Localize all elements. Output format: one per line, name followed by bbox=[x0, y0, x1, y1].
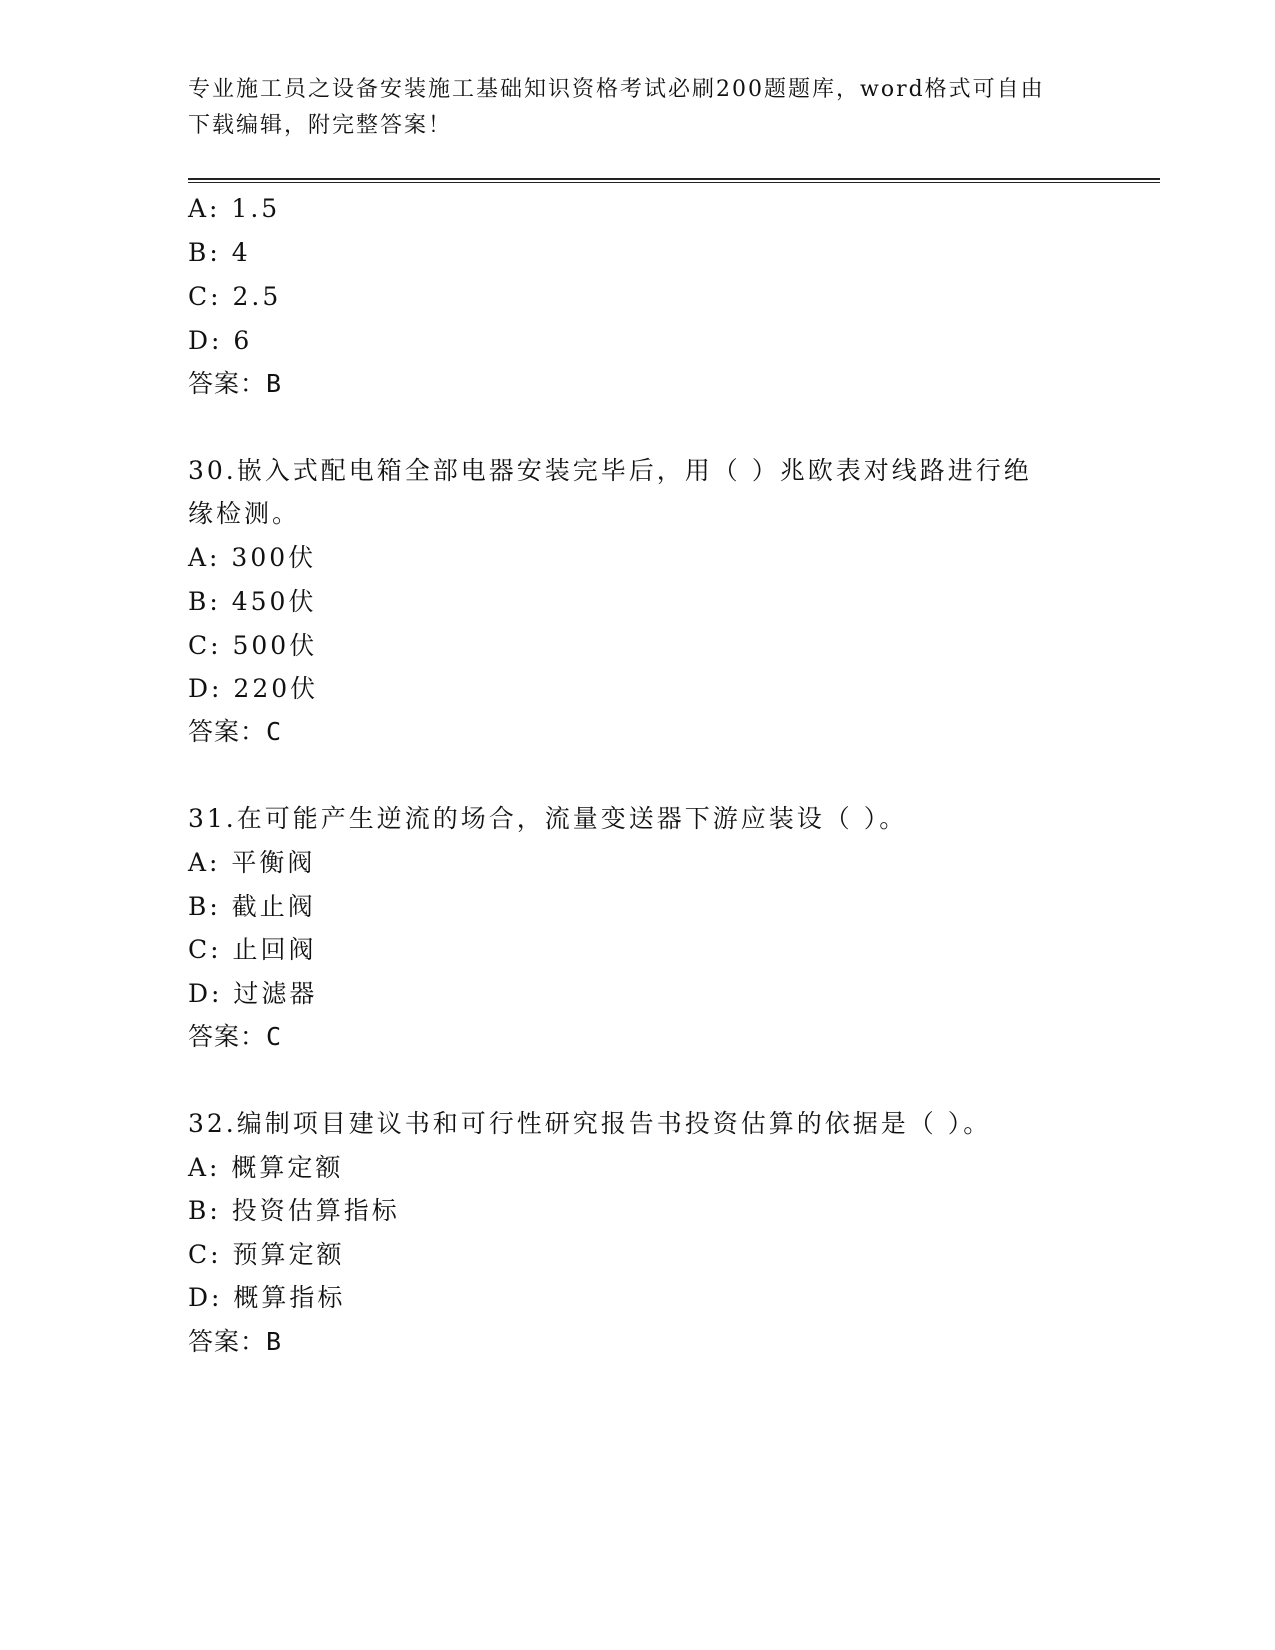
option-d: D: 6 bbox=[188, 326, 253, 355]
answer-value: C bbox=[266, 717, 283, 746]
question-stem-line-1: 30.嵌入式配电箱全部电器安装完毕后，用（ ）兆欧表对线路进行绝 bbox=[188, 456, 1032, 485]
answer-label: 答案： bbox=[188, 717, 267, 746]
option-d: D: 过滤器 bbox=[188, 979, 318, 1008]
answer-label: 答案： bbox=[188, 1022, 267, 1051]
option-a: A: 300伏 bbox=[188, 543, 317, 572]
option-a: A: 1.5 bbox=[188, 194, 281, 223]
header-title-line-1: 专业施工员之设备安装施工基础知识资格考试必刷200题题库，word格式可自由 bbox=[188, 77, 1045, 102]
answer-line bbox=[188, 1319, 282, 1365]
document-header bbox=[188, 72, 1088, 144]
header-title-line-2: 下载编辑，附完整答案！ bbox=[188, 113, 453, 138]
option-c: C: 2.5 bbox=[188, 282, 282, 311]
question-stem-line-1: 32.编制项目建议书和可行性研究报告书投资估算的依据是（ ）。 bbox=[188, 1109, 992, 1138]
answer-label: 答案： bbox=[188, 369, 267, 398]
option-b: B: 投资估算指标 bbox=[188, 1196, 400, 1225]
option-c: C: 预算定额 bbox=[188, 1240, 345, 1269]
option-c: C: 止回阀 bbox=[188, 935, 317, 964]
answer-value: C bbox=[266, 1022, 283, 1051]
option-a: A: 概算定额 bbox=[188, 1153, 344, 1182]
answer-line bbox=[188, 1014, 282, 1060]
option-d: D: 概算指标 bbox=[188, 1283, 346, 1312]
option-b: B: 4 bbox=[188, 238, 251, 267]
answer-value: B bbox=[266, 1327, 283, 1356]
answer-line bbox=[188, 361, 282, 407]
question-stem-line-2: 缘检测。 bbox=[188, 499, 301, 528]
option-b: B: 截止阀 bbox=[188, 892, 316, 921]
option-d: D: 220伏 bbox=[188, 674, 319, 703]
option-c: C: 500伏 bbox=[188, 631, 318, 660]
question-stem-line-1: 31.在可能产生逆流的场合，流量变送器下游应装设（ ）。 bbox=[188, 804, 908, 833]
option-a: A: 平衡阀 bbox=[188, 848, 316, 877]
answer-line bbox=[188, 709, 282, 755]
answer-label: 答案： bbox=[188, 1327, 267, 1356]
header-divider bbox=[188, 178, 1160, 183]
answer-value: B bbox=[266, 369, 283, 398]
option-b: B: 450伏 bbox=[188, 587, 317, 616]
